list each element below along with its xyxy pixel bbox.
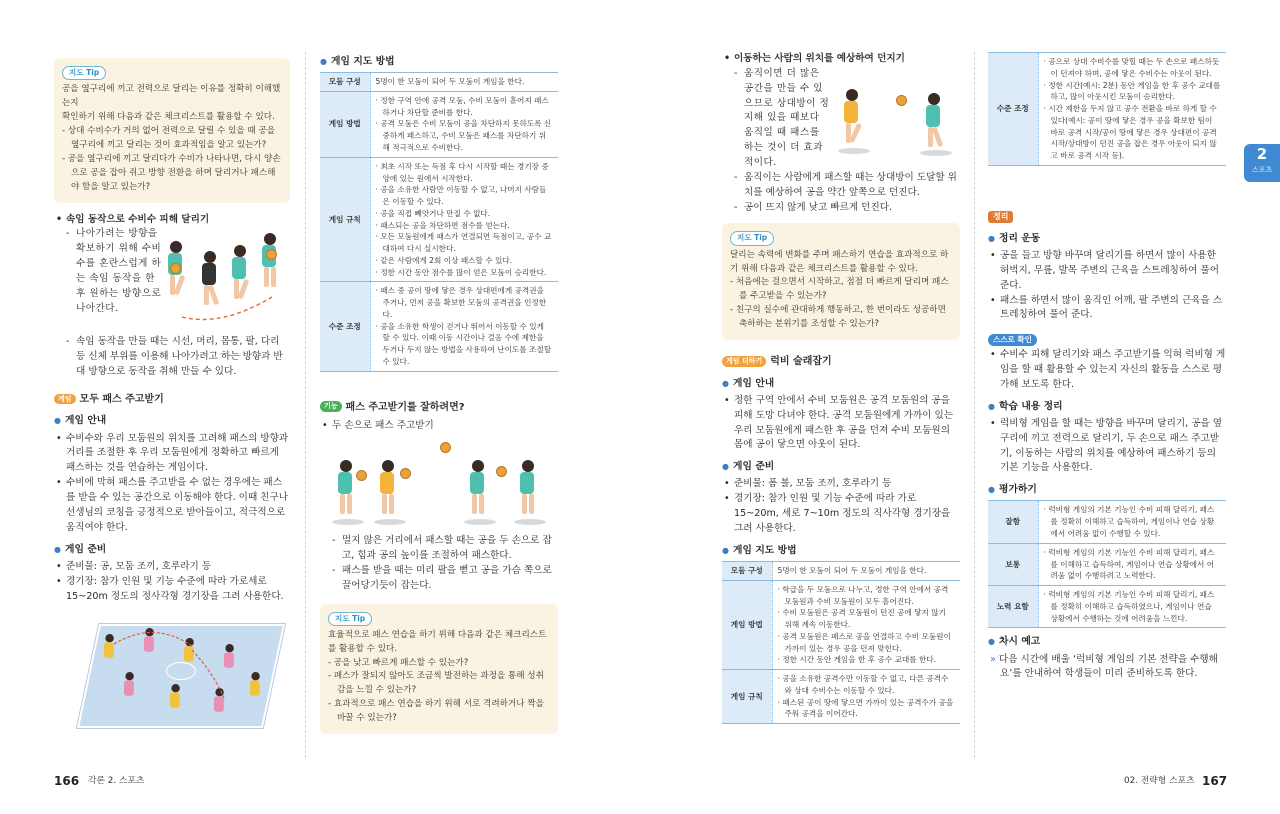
- moving-dash-3: - 공이 뜨지 않게 낮고 빠르게 던진다.: [722, 201, 960, 216]
- tip-line: - 공을 옆구리에 끼고 달리다가 수비가 나타나면, 다시 양손으로 공을 잡아 쥐고 방향 전환을 하며 달리거나 패스해야 함을 알고 있는가?: [62, 153, 281, 192]
- table-cell-item: · 공을 직접 빼앗거나 만질 수 없다.: [375, 208, 491, 218]
- table-cell: [1038, 501, 1226, 543]
- table-cell: [1038, 586, 1226, 628]
- table-cell-item: · 수비 모둠원은 공격 모둠원이 던진 공에 닿지 않기 위해 계속 이동한다.: [777, 608, 946, 630]
- game1-title: [54, 392, 290, 408]
- tip-tag: 지도 Tip: [328, 612, 372, 626]
- game2-prep-2: • 경기장: 참가 인원 및 기능 수준에 따라 가로 15~20m, 세로 7~10m 정도의 직사각형 경기장을 그려 사용한다.: [722, 492, 960, 537]
- table-row: [988, 586, 1226, 628]
- table-row: [320, 282, 558, 371]
- summary-1: • 럭비형 게임을 할 때는 방향을 바꾸며 달리기, 공을 옆구리에 끼고 전력으로 달리기, 두 손으로 패스 주고받기, 이동하는 사람의 위치를 예상하여 패스하기 등의 기본 기능을 사용한다.: [988, 417, 1226, 476]
- table-cell-item: · 공을 소유한 학생이 걷거나 뛰어서 이동할 수 있게 할 수 있다. 이때 이동 시간이나 걸음 수에 제한을 두거나 두지 않는 방법을 사용하여 난이도를 조절할 수 있다.: [375, 321, 552, 367]
- table-row-header: 모둠 구성: [320, 73, 370, 92]
- tip-line: - 공을 낮고 빠르게 패스할 수 있는가?: [328, 657, 469, 668]
- next-1-text: 다음 시간에 배울 ‘럭비형 게임의 기본 전략을 수행해요’를 안내하여 학생들이 미리 준비하도록 한다.: [998, 653, 1218, 680]
- game1-guide-2: • 수비에 막혀 패스를 주고받을 수 없는 경우에는 패스를 받을 수 있는 공간으로 이동해야 한다. 이때 친구나 선생님의 코칭을 긍정적으로 받아들이고, 적극적으로 움직여야 한다.: [54, 476, 290, 535]
- table-row-header: 노력 요함: [988, 586, 1038, 628]
- table-cell-item: · 패스되는 공을 차단하면 점수를 얻는다.: [375, 220, 510, 230]
- right-column-2: [988, 52, 1226, 682]
- table-cell: [370, 73, 558, 92]
- left-column-1: [54, 52, 290, 734]
- skill-title: [320, 400, 558, 416]
- table-row: [320, 91, 558, 157]
- footer-right: 02. 전략형 스포츠: [1124, 776, 1195, 786]
- skill-tag: 기능: [320, 401, 342, 412]
- table-row: [988, 543, 1226, 585]
- moving-dash-2: - 움직이는 사람에게 패스할 때는 상대방이 도달할 위치를 예상하여 공을 약간 앞쪽으로 던진다.: [722, 171, 960, 201]
- table-cell: [772, 562, 960, 581]
- shadow-icon: [320, 438, 558, 534]
- game1-guide-head: ● 게임 안내: [54, 413, 290, 428]
- table-cell: [1038, 53, 1226, 166]
- tip-box-2: [320, 604, 558, 735]
- table-cell-item: 5명이 한 모둠이 되어 두 모둠이 게임을 한다.: [777, 566, 927, 576]
- table-cell-item: · 정한 구역 안에 공격 모둠, 수비 모둠이 흩어져 패스하거나 차단할 준비를 한다.: [375, 95, 549, 117]
- next-1: » 다음 시간에 배울 ‘럭비형 게임의 기본 전략을 수행해요’를 안내하여 학생들이 미리 준비하도록 한다.: [990, 653, 1218, 680]
- shadow-icon: [830, 67, 958, 163]
- eval-head: ● 평가하기: [988, 482, 1226, 497]
- game1-prep-1: • 준비물: 공, 모둠 조끼, 호루라기 등: [54, 560, 290, 575]
- chapter-number: 2: [1256, 145, 1268, 163]
- game2-title-text: 럭비 술래잡기: [770, 356, 832, 368]
- game-tag: 게임: [54, 394, 76, 405]
- tip-line: 효율적으로 패스 연습을 하기 위해 다음과 같은 체크리스트를 활용할 수 있다.: [328, 629, 547, 654]
- game-guide-table: [320, 72, 558, 372]
- skill-bullet: • 두 손으로 패스 주고받기: [320, 419, 558, 434]
- game2-guide-table: [722, 561, 960, 724]
- tip-box-3: [722, 223, 960, 340]
- game2-prep-head: ● 게임 준비: [722, 459, 960, 474]
- tip-tag: 지도 Tip: [62, 66, 106, 80]
- next-head: ● 차시 예고: [988, 634, 1226, 649]
- two-hand-pass-illustration: [320, 438, 558, 534]
- table-cell-item: · 최초 시작 또는 득점 후 다시 시작할 때는 경기장 중앙에 있는 원에서 시작한다.: [375, 161, 549, 183]
- cool-1: • 공을 들고 방향 바꾸며 달리기를 하면서 많이 사용한 허벅지, 무릎, 발목 주변의 근육을 스트레칭하여 풀어 준다.: [988, 249, 1226, 294]
- dodge-dash-2: - 속임 동작을 만들 때는 시선, 머리, 몸통, 팔, 다리 등 신체 부위를 이용해 나아가려고 하는 방향과 반대 방향으로 동작을 취해 만들 수 있다.: [54, 335, 290, 380]
- table-cell: [772, 580, 960, 669]
- table-row-header: 게임 방법: [320, 91, 370, 157]
- game1-prep-head: ● 게임 준비: [54, 542, 290, 557]
- table-cell-item: · 공으로 상대 수비수를 맞힐 때는 두 손으로 패스하듯이 던져야 하며, 공에 닿은 수비수는 아웃이 된다.: [1043, 57, 1220, 78]
- game1-title-text: 모두 패스 주고받기: [79, 393, 164, 405]
- table-row-header: 모둠 구성: [722, 562, 772, 581]
- table-cell-item: · 패스 중 공이 땅에 닿은 경우 상대편에게 공격권을 주거나, 먼저 공을 확보한 모둠의 공격권을 인정한다.: [375, 286, 547, 319]
- chapter-side-tab[interactable]: [1244, 144, 1280, 182]
- table-cell-item: · 공격 모둠원은 패스로 공을 연결하고 수비 모둠원이 가까이 있는 경우 공을 던져 맞힌다.: [777, 631, 951, 653]
- game2-table-title: ● 게임 지도 방법: [722, 543, 960, 558]
- field-illustration: [74, 614, 284, 734]
- cool-head: ● 정리 운동: [988, 231, 1226, 246]
- chapter-label: 스포츠: [1251, 166, 1273, 174]
- game1-prep-2: • 경기장: 참가 인원 및 기능 수준에 따라 가로세로 15~20m 정도의 정사각형 경기장을 그려 사용한다.: [54, 575, 290, 605]
- dodge-dash-1: - 나아가려는 방향을 확보하기 위해 수비수를 혼란스럽게 하는 속임 동작을 한 후 원하는 방향으로 나아간다.: [54, 227, 162, 335]
- table-cell-item: · 정한 시간(예시: 2분) 동안 게임을 한 후 공수 교대를 하고, 많이 아웃시킨 모둠이 승리한다.: [1043, 80, 1221, 102]
- table-cell: [1038, 543, 1226, 585]
- dodge-illustration: [162, 227, 288, 335]
- wrap-tag: 정리: [988, 211, 1013, 223]
- skill-dash-1: - 멀지 않은 거리에서 패스할 때는 공을 두 손으로 잡고, 힘과 공의 높이를 조절하여 패스한다.: [320, 534, 558, 564]
- tip-line: - 친구의 실수에 관대하게 행동하고, 한 번이라도 성공하면 축하하는 분위기를 조성할 수 있는가?: [730, 305, 946, 330]
- tip-line: 공을 옆구리에 끼고 전력으로 달리는 이유를 정확히 이해했는지: [62, 84, 281, 109]
- moving-pass-illustration: [830, 67, 958, 163]
- table-cell-item: · 럭비형 게임의 기본 기능인 수비 피해 달리기, 패스를 이해하고 습득하여, 게임이나 연습 상황에서 어려움 없이 수행하려고 노력한다.: [1043, 547, 1215, 581]
- game2-title: [722, 354, 960, 370]
- skill-dash-2: - 패스를 받을 때는 미리 팔을 뻗고 공을 가슴 쪽으로 끌어당기듯이 잡는다.: [320, 564, 558, 594]
- table-row-header: 잘함: [988, 501, 1038, 543]
- pass-arrow-icon: [74, 614, 284, 734]
- level-table: [988, 52, 1226, 166]
- table-row: [722, 670, 960, 724]
- table-row-header: 게임 규칙: [320, 157, 370, 282]
- cool-2: • 패스를 하면서 많이 움직인 어깨, 팔 주변의 근육을 스트레칭하여 풀어 준다.: [988, 294, 1226, 324]
- page-number-left: 166: [54, 774, 80, 788]
- run-path-icon: [162, 227, 288, 335]
- game2-prep-1: • 준비물: 폼 볼, 모둠 조끼, 호루라기 등: [722, 477, 960, 492]
- tip-line: - 효과적으로 패스 연습을 하기 위해 서로 격려하거나 짝을 바꿀 수 있는가?: [328, 699, 544, 724]
- table-cell-item: · 공을 소유한 공격수만 이동할 수 없고, 다른 공격수와 상대 수비수는 이동할 수 있다.: [777, 674, 949, 695]
- table-cell-item: · 공을 소유한 사람만 이동할 수 없고, 나머지 사람들은 이동할 수 있다.: [375, 185, 547, 207]
- table-cell: [370, 91, 558, 157]
- table-row-header: 보통: [988, 543, 1038, 585]
- tip-line: 달리는 속력에 변화를 주며 패스하기 연습을 효과적으로 하기 위해 다음과 같은 체크리스트를 활용할 수 있다.: [730, 249, 949, 274]
- dodge-bullet: • 속임 동작으로 수비수 피해 달리기: [54, 213, 290, 228]
- table-row: [988, 53, 1226, 166]
- table-row-header: 게임 방법: [722, 580, 772, 669]
- table-cell-item: · 공격 모둠은 수비 모둠이 공을 차단하지 못하도록 신중하게 패스하고, 수비 모둠은 패스를 차단하기 위해 적극적으로 수비한다.: [375, 119, 552, 152]
- table-cell: [370, 282, 558, 371]
- tip-line: - 패스가 잘되지 않아도 조금씩 발전하는 과정을 통해 성취감을 느낄 수 있는가?: [328, 671, 544, 696]
- tip-line: 확인하기 위해 다음과 같은 체크리스트를 활용할 수 있다.: [62, 111, 275, 122]
- column-divider: [974, 52, 975, 758]
- wrap-section: [988, 210, 1226, 682]
- table-cell-item: · 럭비형 게임의 기본 기능인 수비 피해 달리기, 패스를 정확히 이해하고 습득하여, 게임이나 연습 상황에서 어려움 없이 수행할 수 있다.: [1043, 505, 1215, 538]
- self-1: • 수비수 피해 달리기와 패스 주고받기를 익혀 럭비형 게임을 할 때 활용할 수 있는지 자신의 활동을 스스로 평가해 보도록 한다.: [988, 348, 1226, 393]
- table-row-header: 수준 조정: [320, 282, 370, 371]
- table-row: [722, 580, 960, 669]
- tip-line: - 처음에는 걸으면서 시작하고, 점점 더 빠르게 달리며 패스를 주고받을 수 있는가?: [730, 277, 949, 302]
- table-cell-item: · 모든 모둠원에게 패스가 연결되면 득점이고, 공수 교대하여 다시 실시한다.: [375, 232, 552, 254]
- dodge-section: [54, 213, 290, 380]
- game2-guide-1: • 정한 구역 안에서 수비 모둠원은 공격 모둠원의 공을 피해 도망 다녀야 한다. 공격 모둠원에게 가까이 있는 우리 모둠원에게 패스한 후 공을 던져 수비 모둠원의 몸에 공이 닿으면 아웃이 된다.: [722, 394, 960, 453]
- table-cell: [772, 670, 960, 724]
- table-row: [722, 562, 960, 581]
- column-divider: [305, 52, 306, 758]
- table-cell: [370, 157, 558, 282]
- table-row-header: 수준 조정: [988, 53, 1038, 166]
- table-row: [988, 501, 1226, 543]
- table-cell-item: 5명이 한 모둠이 되어 두 모둠이 게임을 한다.: [375, 77, 525, 87]
- tip-box-1: [54, 58, 290, 203]
- page-number-right: 167: [1202, 774, 1228, 788]
- self-check-tag: 스스로 확인: [988, 334, 1037, 346]
- game-plus-tag: 게임 더하기: [722, 356, 766, 367]
- table-cell-item: · 학급을 두 모둠으로 나누고, 정한 구역 안에서 공격 모둠원과 수비 모둠원이 모두 흩어진다.: [777, 584, 949, 606]
- table-row: [320, 73, 558, 92]
- game1-guide-1: • 수비수와 우리 모둠원의 위치를 고려해 패스의 방향과 거리를 조절한 후 우리 모둠원에게 정확하고 빠르게 패스하는 것을 연습하는 게임이다.: [54, 432, 290, 477]
- tip-line: - 상대 수비수가 거의 없어 전력으로 달릴 수 있을 때 공을 옆구리에 끼고 달리는 것이 효과적임을 알고 있는가?: [62, 125, 276, 150]
- eval-table: [988, 500, 1226, 628]
- table-cell-item: · 시간 제한을 두지 않고 공수 전환을 바로 하게 할 수 있다(예시: 공이 땅에 닿은 경우 공을 확보한 팀이 바로 공격 시작/공이 땅에 닿은 경우 상대편이 공격 시작/상대방이 던진 공을 잡은 경우 아웃이 되지 않고 바로 공격 시작 등).: [1043, 104, 1217, 161]
- skill-title-text: 패스 주고받기를 잘하려면?: [345, 401, 465, 413]
- table-cell-item: · 패스된 공이 땅에 닿으면 가까이 있는 공격수가 공을 주워 공격을 이어간다.: [777, 697, 954, 719]
- game2-guide-head: ● 게임 안내: [722, 376, 960, 391]
- table-row: [320, 157, 558, 282]
- table-row-header: 게임 규칙: [722, 670, 772, 724]
- left-column-2: [320, 52, 558, 734]
- table-cell-item: · 정한 시간 동안 점수를 많이 얻은 모둠이 승리한다.: [375, 267, 547, 277]
- table-cell-item: · 럭비형 게임의 기본 기능인 수비 피해 달리기, 패스를 정확히 이해하고 습득하였으나, 게임이나 연습 상황에서 수행하는 것에 어려움을 느낀다.: [1043, 590, 1215, 623]
- moving-bullet: • 이동하는 사람의 위치를 예상하여 던지기: [722, 52, 960, 67]
- table-cell-item: · 같은 사람에게 2회 이상 패스할 수 있다.: [375, 255, 513, 265]
- moving-dash-1: - 움직이면 더 많은 공간을 만들 수 있으므로 상대방이 정지해 있을 때보다 움직일 때 패스를 하는 것이 더 효과적이다.: [722, 67, 830, 171]
- right-column-1: [722, 52, 960, 724]
- table1-title: ● 게임 지도 방법: [320, 54, 558, 69]
- table-cell-item: · 정한 시간 동안 게임을 한 후 공수 교대를 한다.: [777, 655, 937, 665]
- tip-tag: 지도 Tip: [730, 231, 774, 245]
- footer-left: 각론 2. 스포츠: [88, 776, 145, 786]
- summary-head: ● 학습 내용 정리: [988, 399, 1226, 414]
